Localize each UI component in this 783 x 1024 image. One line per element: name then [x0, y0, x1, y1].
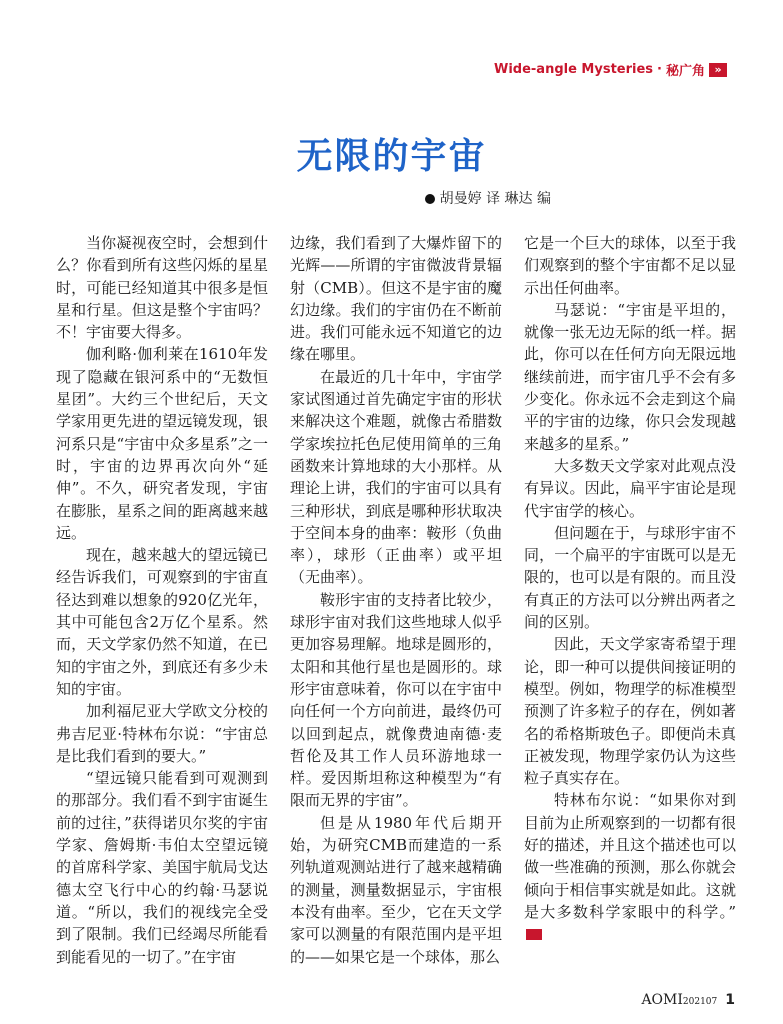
- paragraph: 大多数天文学家对此观点没有异议。因此，扁平宇宙论是现代宇宙学的核心。: [524, 456, 736, 520]
- paragraph: 在最近的几十年中，宇宙学家试图通过首先确定宇宙的形状来解决这个难题，就像古希腊数学家埃拉托色尼使用简单的三角函数来计算地球的大小那样。从理论上讲，我们的宇宙可以具有三种形状，到底是哪种形状取决于空间本身的曲率：鞍形（负曲率），球形（正曲率）或平坦（无曲率）。: [290, 367, 502, 587]
- paragraph: 现在，越来越大的望远镜已经告诉我们，可观察到的宇宙直径达到难以想象的920亿光年，其中可能包含2万亿个星系。然而，天文学家仍然不知道，在已知的宇宙之外，到底还有多少未知的宇宙。: [56, 546, 268, 698]
- page-number: 1: [725, 992, 735, 1008]
- paragraph: 但问题在于，与球形宇宙不同，一个扁平的宇宙既可以是无限的，也可以是有限的。而且没有真正的方法可以分辨出两者之间的区别。: [524, 523, 736, 632]
- paragraph-text: 特林布尔说：“如果你对到目前为止所观察到的一切都有很好的描述，并且这个描述也可以做一些准确的预测，那么你就会倾向于相信事实就是如此。这就是大多数科学家眼中的科学。”: [524, 791, 736, 921]
- section-separator: ·: [657, 62, 662, 77]
- paragraph: 马瑟说：“宇宙是平坦的，就像一张无边无际的纸一样。据此，你可以在任何方向无限远地继续前进，而宇宙几乎不会有多少变化。你永远不会走到这个扁平的宇宙的边缘，你只会发现越来越多的星系。”: [524, 300, 736, 453]
- issue-number: 202107: [682, 997, 718, 1007]
- paragraph: 它是一个巨大的球体，以至于我们观察到的整个宇宙都不足以显示出任何曲率。: [524, 234, 736, 297]
- paragraph: 当你凝视夜空时，会想到什么？你看到所有这些闪烁的星星时，可能已经知道其中很多是恒星和行星。但这是整个宇宙吗？不！宇宙要大得多。: [56, 234, 268, 342]
- paragraph: 加利福尼亚大学欧文分校的弗吉尼亚·特林布尔说：“宇宙总是比我们看到的要大。”: [56, 702, 268, 765]
- double-arrow-icon: »: [709, 63, 727, 77]
- bullet-dot-icon: [425, 194, 435, 204]
- paragraph: “望远镜只能看到可观测到的那部分。我们看不到宇宙诞生前的过往，”获得诺贝尔奖的宇宙学家、詹姆斯·韦伯太空望远镜的首席科学家、美国宇航局戈达德太空飞行中心的约翰·马瑟说道。“所以，我们的视线完全受到了限制。我们已经竭尽所能看到能看见的一切了。”在宇宙: [56, 769, 268, 966]
- paragraph: 伽利略·伽利莱在1610年发现了隐藏在银河系中的“无数恒星团”。大约三个世纪后，天文学家用更先进的望远镜发现，银河系只是“宇宙中众多星系”之一时，宇宙的边界再次向外“延伸”。不久，研究者发现，宇宙在膨胀，星系之间的距离越来越远。: [56, 345, 268, 542]
- paragraph: 边缘，我们看到了大爆炸留下的光辉——所谓的宇宙微波背景辐射（CMB）。但这不是宇宙的魔幻边缘。我们的宇宙仍在不断前进。我们可能永远不知道它的边缘在哪里。: [290, 234, 502, 364]
- paragraph: 鞍形宇宙的支持者比较少，球形宇宙对我们这些地球人似乎更加容易理解。地球是圆形的，太阳和其他行星也是圆形的。球形宇宙意味着，你可以在宇宙中向任何一个方向前进，最终仍可以回到起点，就像费迪南德·麦哲伦及其工作人员环游地球一样。爱因斯坦称这种模型为“有限而无界的宇宙”。: [290, 590, 502, 810]
- paragraph: 因此，天文学家寄希望于理论，即一种可以提供间接证明的模型。例如，物理学的标准模型预测了许多粒子的存在，例如著名的希格斯玻色子。即便尚未真正被发现，物理学家仍认为这些粒子真实存在。: [524, 635, 736, 788]
- byline-text: 胡曼婷 译 琳达 编: [439, 191, 551, 207]
- section-header: [494, 60, 727, 79]
- end-mark-icon: [526, 929, 542, 940]
- section-name-cn: 秘广角: [665, 64, 705, 79]
- paragraph: 但是从1980年代后期开始，为研究CMB而建造的一系列轨道观测站进行了越来越精确的测量，测量数据显示，宇宙根本没有曲率。至少，它在天文学家可以测量的有限范围内是平坦的——如果它是一个球体，那么: [290, 813, 502, 966]
- paragraph-final: [524, 789, 736, 945]
- column-1: [56, 232, 268, 968]
- section-name-en: Wide-angle Mysteries: [493, 62, 654, 77]
- byline: [425, 188, 551, 208]
- column-2: [290, 232, 502, 968]
- column-3: [524, 232, 736, 968]
- magazine-name: AOMI: [641, 992, 683, 1008]
- article-title: 无限的宇宙: [296, 136, 487, 177]
- page-footer: [641, 992, 735, 1008]
- article-body: [56, 232, 736, 968]
